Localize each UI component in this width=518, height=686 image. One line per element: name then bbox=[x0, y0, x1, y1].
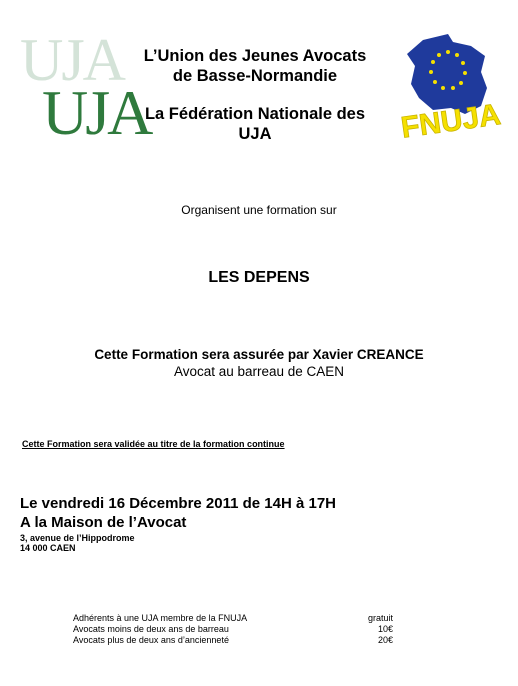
svg-text:UJA: UJA bbox=[20, 27, 125, 93]
pricing-price: 10€ bbox=[377, 624, 393, 634]
training-title: LES DEPENS bbox=[208, 269, 310, 286]
event-date: Le vendredi 16 Décembre 2011 de 14H à 17H bbox=[20, 495, 337, 512]
event-address-city: 14 000 CAEN bbox=[20, 543, 76, 553]
pricing-row bbox=[73, 635, 393, 646]
trainer-sub: Avocat au barreau de CAEN bbox=[173, 364, 345, 379]
fnuja-logo bbox=[393, 28, 505, 146]
pricing-row bbox=[73, 624, 393, 635]
svg-text:FNUJA: FNUJA bbox=[399, 98, 503, 145]
pricing-label: Avocats moins de deux ans de barreau bbox=[73, 624, 229, 634]
header-line-federation: La Fédération Nationale des bbox=[144, 105, 366, 123]
event-place: A la Maison de l’Avocat bbox=[20, 514, 187, 531]
event-address-street: 3, avenue de l’Hippodrome bbox=[20, 533, 135, 543]
header-block bbox=[130, 46, 380, 144]
intro-text: Organisent une formation sur bbox=[181, 203, 337, 217]
trainer-main: Cette Formation sera assurée par Xavier CREANCE bbox=[94, 347, 424, 362]
pricing-row bbox=[73, 613, 393, 624]
pricing-price: gratuit bbox=[367, 613, 393, 623]
header-line-union: L’Union des Jeunes Avocats bbox=[143, 47, 367, 65]
header-line-uja: UJA bbox=[238, 125, 272, 143]
header-line-region: de Basse-Normandie bbox=[172, 67, 338, 85]
svg-text:UJA: UJA bbox=[42, 77, 151, 148]
pricing-price: 20€ bbox=[377, 635, 393, 645]
pricing-label: Avocats plus de deux ans d’ancienneté bbox=[73, 635, 229, 645]
pricing-table bbox=[73, 613, 393, 646]
validation-note: Cette Formation sera validée au titre de la formation continue bbox=[22, 439, 285, 449]
pricing-label: Adhérents à une UJA membre de la FNUJA bbox=[73, 613, 248, 623]
uja-logo bbox=[20, 22, 151, 148]
